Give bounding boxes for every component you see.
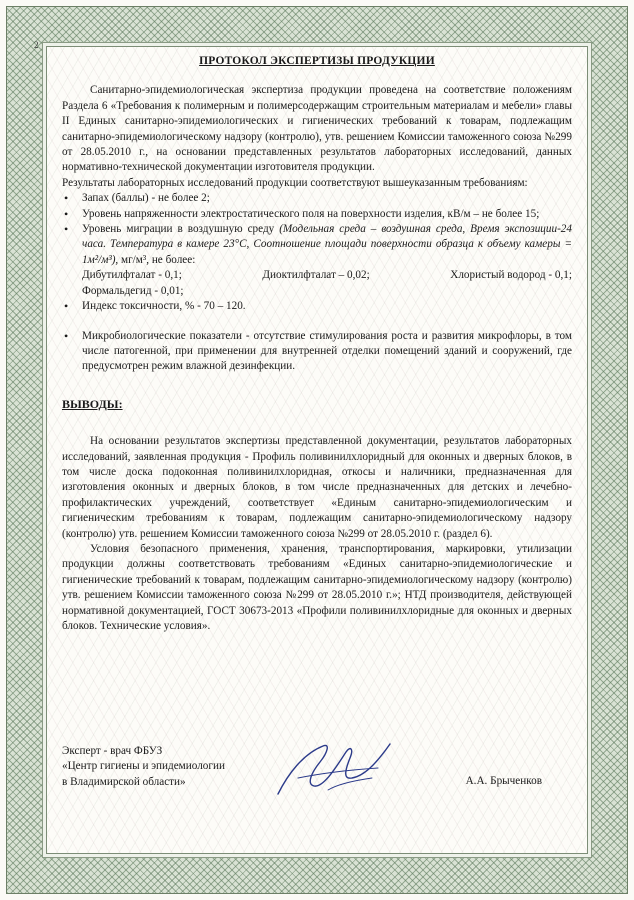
bullet-microbiological: • Микробиологические показатели - отсутствие стимулирования роста и развития микрофлоры, в том числе патогенной, при применении для внутренней отделки помещений зданий и сооружений, где предусмотрен режим влажной дезинфекции. (62, 329, 572, 375)
migration-conditions: (Модельная среда – воздушная среда, Время экспозиции-24 часа. Температура в камере 23°С, Соотношение площади поверхности образца к объему камеры = 1м²/м³) (82, 223, 572, 266)
bullet-toxicity: • Индекс токсичности, % - 70 – 120. (62, 299, 572, 314)
dioctylphthalate-value: Диоктилфталат – 0,02; (262, 269, 370, 282)
expert-region: в Владимирской области» (62, 775, 186, 788)
bullet-odor: • Запах (баллы) - не более 2; (62, 191, 572, 206)
migration-values-row (62, 268, 572, 283)
results-list-continued (62, 299, 572, 314)
spacer (62, 315, 572, 329)
conclusion-paragraph-1: На основании результатов экспертизы представленной документации, результатов лабораторных исследований, заявленная продукция - Профиль поливинилхлоридный для оконных и дверных блоков, в том числе доска подоконная поливинилхлоридная, откосы и наличники, предназначенная для изготовления оконных и дверных блоков, в том числе предназначенных для детских и лечебно-профилактических учреждений, соответствует «Единым санитарно-эпидемиологическим и гигиеническим требованиям к товарам, подлежащим санитарно-эпидемиологическому надзору (контролю) утв. решением Комиссии таможенного союза №299 от 28.05.2010 г. (раздел 6). (62, 435, 572, 540)
page-number: 2 (34, 40, 39, 50)
document-title: ПРОТОКОЛ ЭКСПЕРТИЗЫ ПРОДУКЦИИ (199, 55, 435, 67)
conclusions-heading: ВЫВОДЫ: (62, 396, 123, 411)
microbio-list (62, 329, 572, 375)
bullet-electrostatic: • Уровень напряженности электростатического поля на поверхности изделия, кВ/м – не более 15; (62, 207, 572, 222)
signer-name: А.А. Брыченков (465, 775, 542, 787)
expert-title: Эксперт - врач ФБУЗ (62, 745, 163, 757)
migration-prefix: Уровень миграции в воздушную среду (82, 223, 280, 236)
document-content (62, 54, 572, 634)
expert-organization: «Центр гигиены и эпидемиологии (62, 760, 225, 773)
results-list (62, 191, 572, 268)
results-intro: Результаты лабораторных исследований продукции соответствуют вышеуказанным требованиям: (62, 176, 528, 189)
formaldehyde-value: Формальдегид - 0,01; (82, 284, 184, 297)
dibutylphthalate-value: Дибутилфталат - 0,1; (82, 269, 182, 282)
migration-suffix: , мг/м³, не более: (115, 253, 196, 266)
bullet-migration (62, 222, 572, 268)
hydrogen-chloride-value: Хлористый водород - 0,1; (450, 269, 572, 282)
conclusion-paragraph-2: Условия безопасного применения, хранения, транспортирования, маркировки, утилизации продукции должны соответствовать требованиям «Единых санитарно-эпидемиологические и гигиенические требований к товарам, подлежащим санитарно-эпидемиологическому надзору (контролю) утв. решением Комиссии таможенного союза №299 от 28.05.2010 г.»; НТД производителя, действующей нормативной документацией, ГОСТ 30673-2013 «Профили поливинилхлоридные для оконных и дверных блоков. Технические условия». (62, 542, 572, 632)
intro-paragraph: Санитарно-эпидемиологическая экспертиза продукции проведена на соответствие положениям Раздела 6 «Требования к полимерным и полимерсодержащим строительным материалам и мебели» главы II Единых санитарно-эпидемиологических и гигиенических требований к товарам, подлежащим санитарно-эпидемиологическому надзору (контролю), утв. решением Комиссии таможенного союза №299 от 28.05.2010 г., на основании представленных результатов лабораторных исследований, данных нормативно-технической документации изготовителя продукции. (62, 84, 572, 174)
handwritten-signature (268, 734, 398, 804)
